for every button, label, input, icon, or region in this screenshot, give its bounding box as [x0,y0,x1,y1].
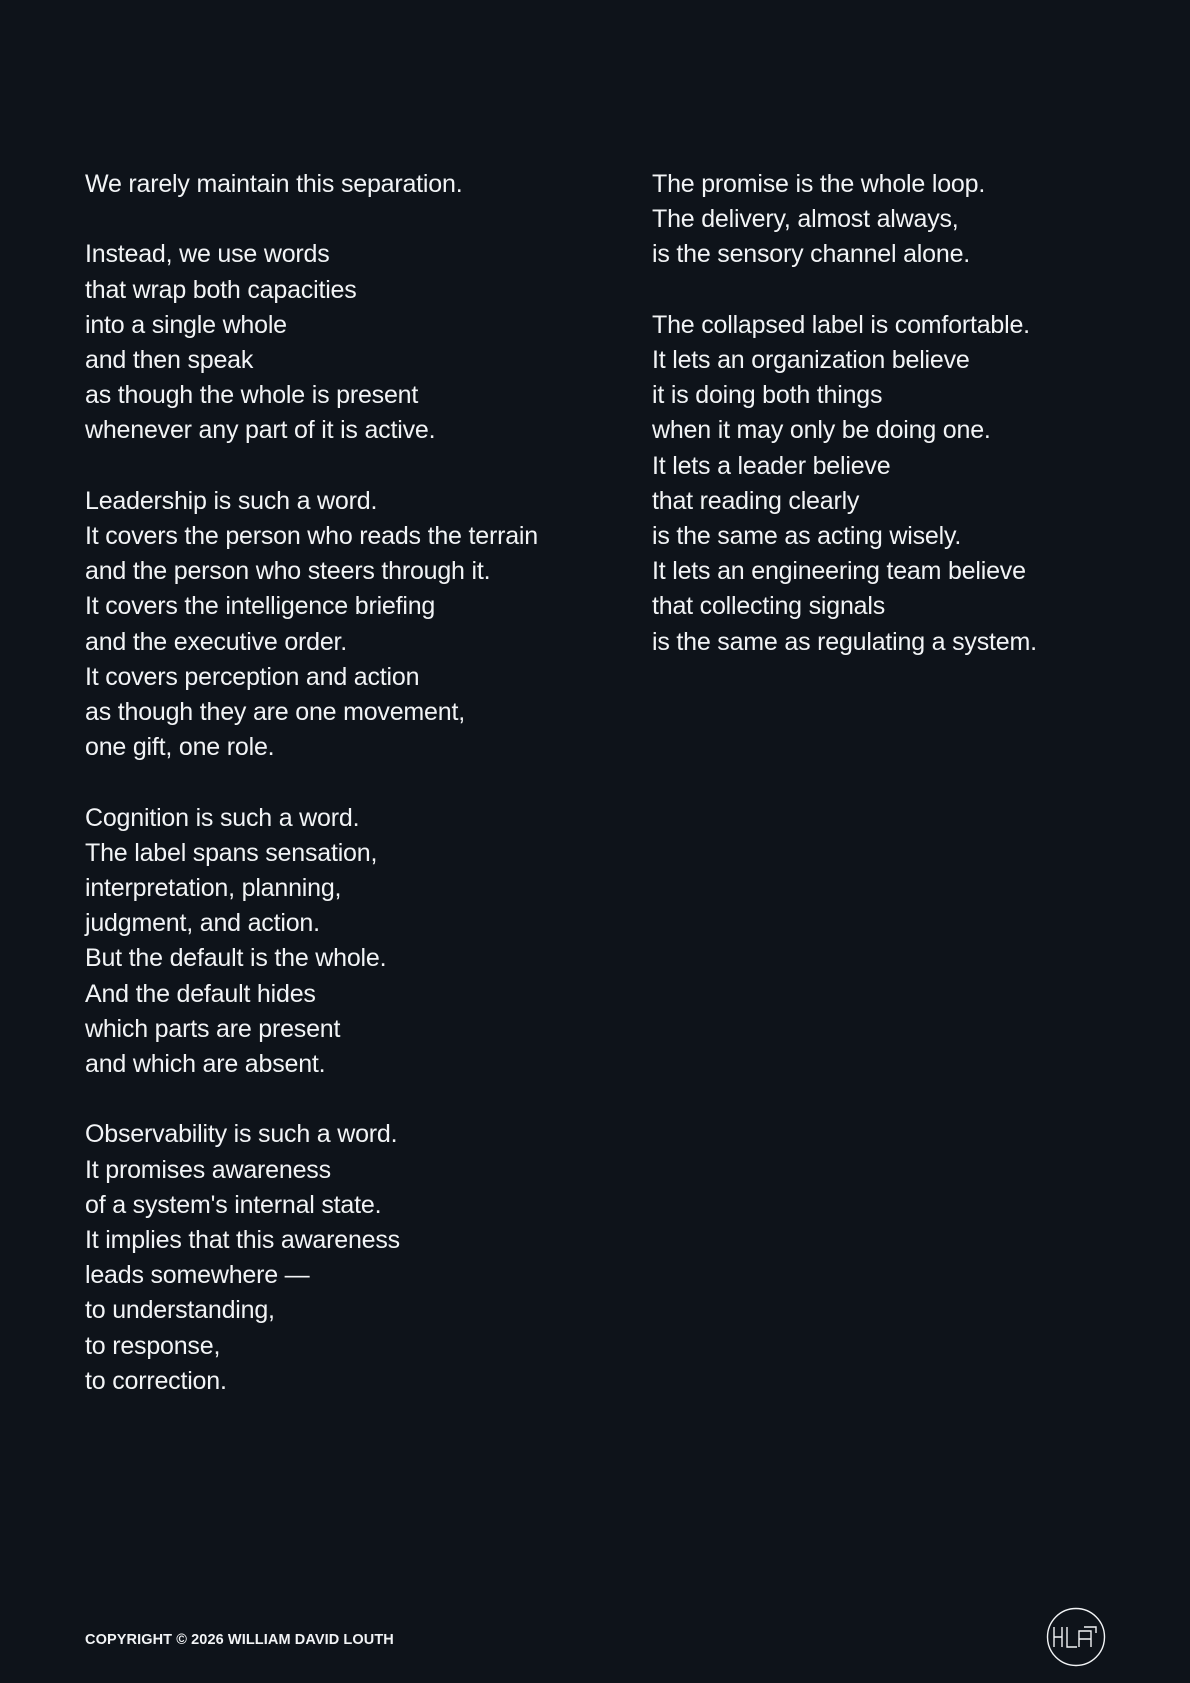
poem-line: The label spans sensation, [85,838,378,867]
poem-line: which parts are present [85,1014,341,1043]
poem-line: and the executive order. [85,627,348,656]
poem-line: as though the whole is present [85,381,419,410]
poem-line: into a single whole [85,310,287,339]
poem-line: it is doing both things [652,381,883,410]
poem-line: to correction. [85,1366,227,1395]
poem-line: It lets an engineering team believe [652,557,1026,586]
left-column [85,167,645,1434]
poem-line: when it may only be doing one. [652,416,991,445]
poem-line: to understanding, [85,1296,275,1325]
stanza [85,167,645,202]
poem-line: We rarely maintain this separation. [85,170,463,198]
stanza [652,167,1122,273]
poem-line: But the default is the whole. [85,944,387,973]
poem-line: that reading clearly [652,486,860,515]
stanza [85,1117,645,1399]
copyright-notice: COPYRIGHT © 2026 WILLIAM DAVID LOUTH [85,1632,394,1648]
poem-line: and which are absent. [85,1050,326,1079]
poem-line: of a system's internal state. [85,1190,382,1219]
poem-line: to response, [85,1331,221,1360]
poem-line: and the person who steers through it. [85,557,491,586]
poem-line: is the sensory channel alone. [652,240,971,269]
poem-line: interpretation, planning, [85,874,342,903]
poem-line: Instead, we use words [85,240,330,269]
poem-line: It implies that this awareness [85,1226,400,1255]
poem-line: It covers the intelligence briefing [85,592,436,621]
stanza [85,237,645,448]
poem-line: Cognition is such a word. [85,803,360,832]
poem-line: It lets a leader believe [652,451,891,480]
stanza [652,308,1122,660]
poem-line: that collecting signals [652,592,886,621]
poem-line: and then speak [85,346,254,374]
poem-line: as though they are one movement, [85,698,465,727]
poem-line: leads somewhere — [85,1261,310,1290]
right-column [652,167,1122,695]
stanza [85,484,645,766]
poem-line: Observability is such a word. [85,1120,398,1149]
poem-line: one gift, one role. [85,733,275,762]
stanza [85,801,645,1083]
poem-line: It covers perception and action [85,662,420,691]
poem-line: It covers the person who reads the terrain [85,522,538,550]
poem-line: is the same as acting wisely. [652,522,962,551]
poem-line: The promise is the whole loop. [652,170,986,198]
poem-line: The collapsed label is comfortable. [652,310,1030,339]
wdl-monogram-icon [1046,1607,1106,1667]
poem-line: The delivery, almost always, [652,205,959,234]
poem-line: is the same as regulating a system. [652,627,1037,656]
poem-line: Leadership is such a word. [85,486,378,515]
poem-line: It lets an organization believe [652,346,970,374]
poem-line: whenever any part of it is active. [85,416,436,445]
poem-line: And the default hides [85,979,316,1008]
poem-line: judgment, and action. [85,909,320,938]
poem-line: It promises awareness [85,1155,331,1184]
poem-line: that wrap both capacities [85,275,357,304]
